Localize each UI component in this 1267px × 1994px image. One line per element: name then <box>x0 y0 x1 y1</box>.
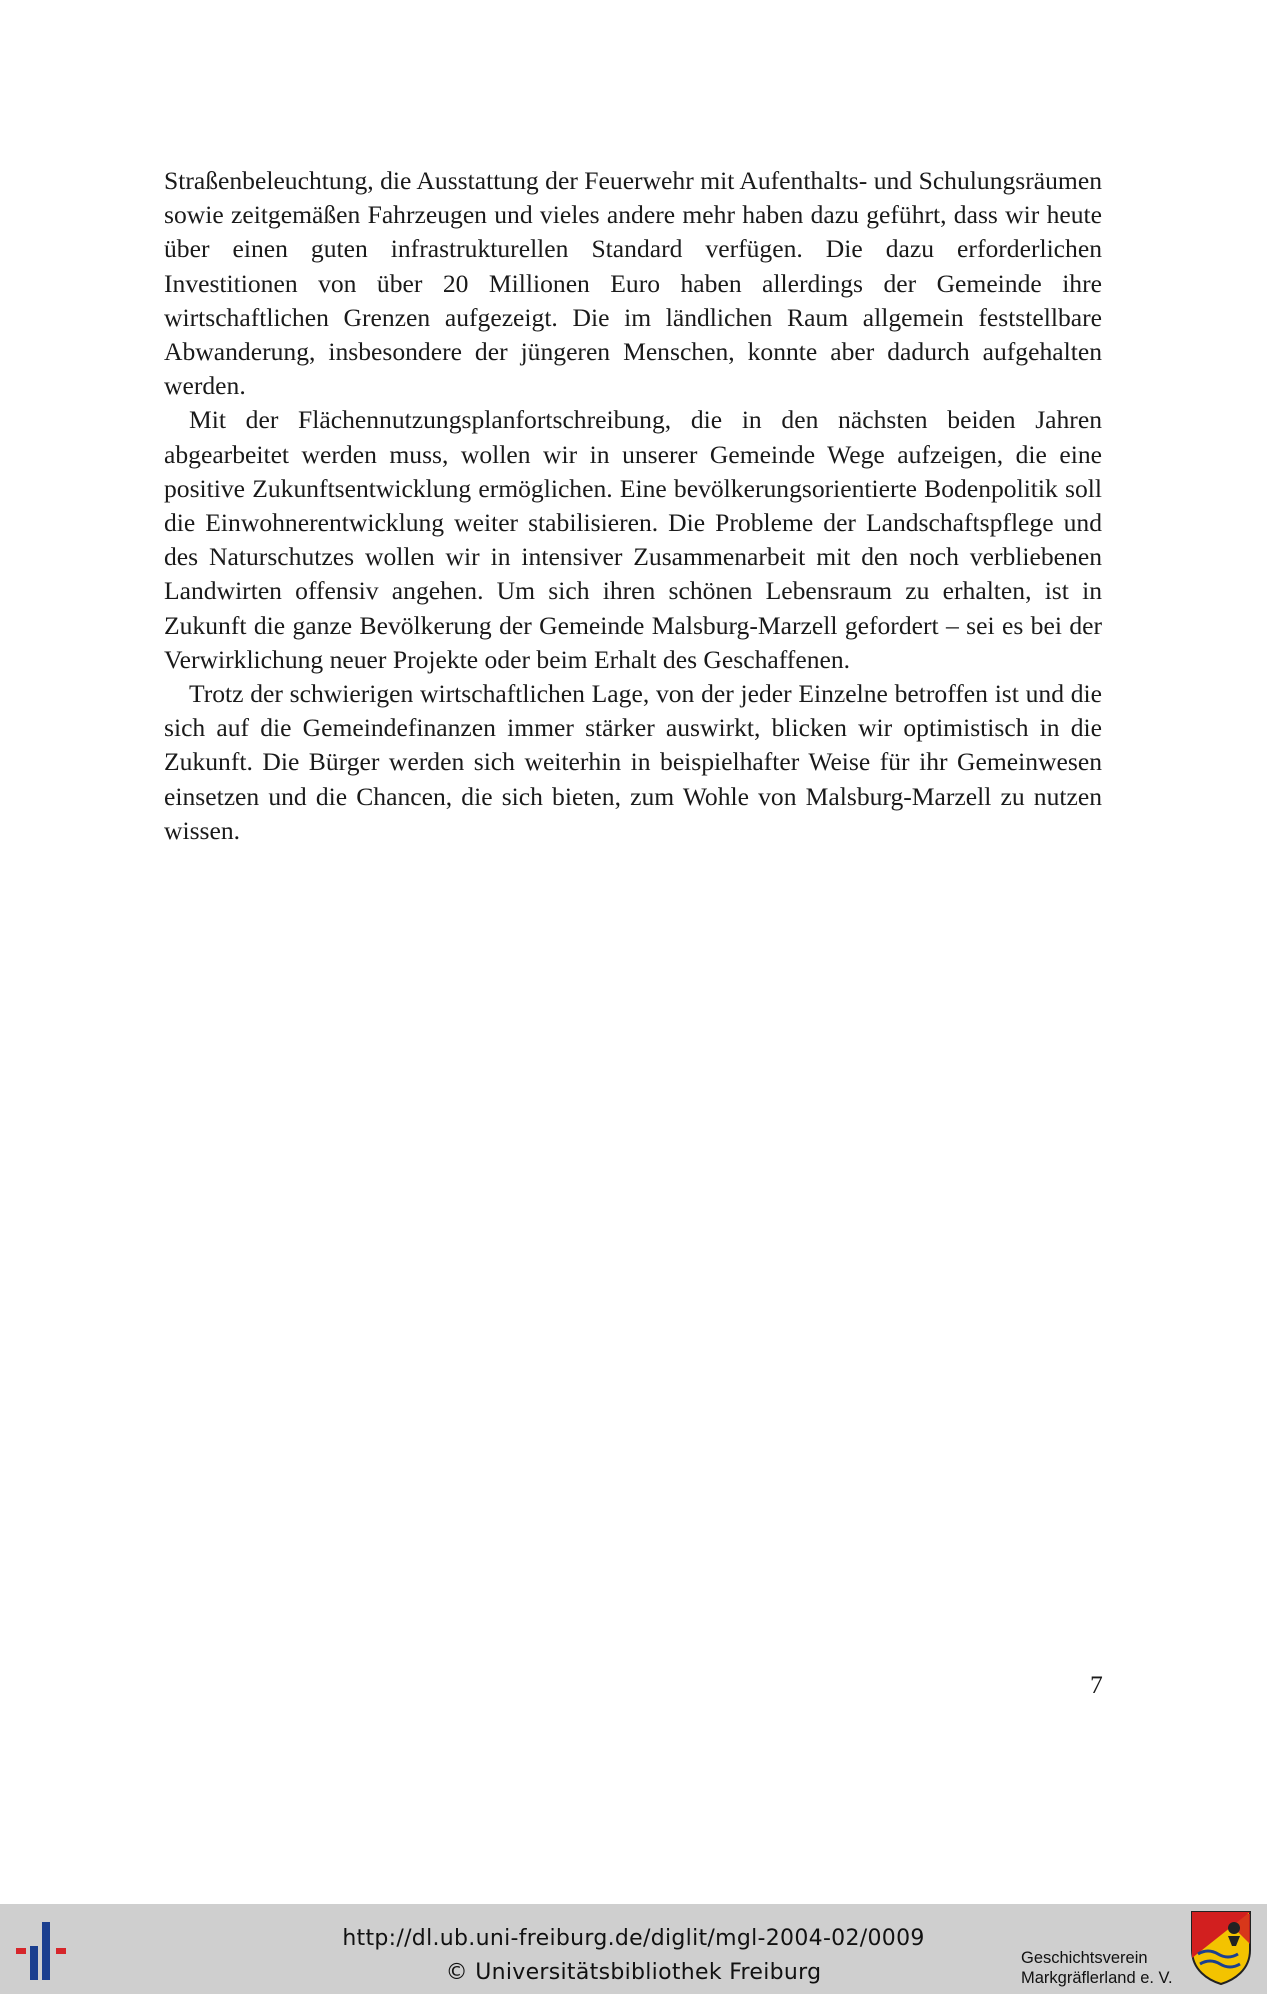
footer-copyright: © Universitätsbibliothek Freiburg <box>445 1960 822 1985</box>
footer-url-link[interactable]: http://dl.ub.uni-freiburg.de/diglit/mgl-2004-02/0009 <box>342 1926 925 1951</box>
paragraph-2: Mit der Flächennutzungsplanfortschreibung, die in den nächsten beiden Jahren abgearbeitet werden muss, wollen wir in unserer Gemeinde Wege aufzeigen, die eine positive Zukunftsentwicklung ermöglichen. Eine bevölkerungsorientierte Bodenpolitik soll die Einwohnerentwicklung weiter stabilisieren. Die Probleme der Landschaftspflege und des Naturschutzes wollen wir in intensiver Zusammenarbeit mit den noch verbliebenen Landwirten offensiv angehen. Um sich ihren schönen Lebensraum zu erhalten, ist in Zukunft die ganze Bevölkerung der Gemeinde Malsburg-Marzell gefordert – sei es bei der Verwirklichung neuer Projekte oder beim Erhalt des Geschaffenen. <box>164 405 1102 674</box>
paragraph-3: Trotz der schwierigen wirtschaftlichen Lage, von der jeder Einzelne betroffen ist und die sich auf die Gemeindefinanzen immer stärker auswirkt, blicken wir optimistisch in die Zukunft. Die Bürger werden sich weiterhin in beispielhafter Weise für ihr Gemeinwesen einsetzen und die Chancen, die sich bieten, zum Wohle von Malsburg-Marzell zu nutzen wissen. <box>164 679 1102 845</box>
footer-bar <box>0 1904 1267 1994</box>
paragraph-1: Straßenbeleuchtung, die Ausstattung der Feuerwehr mit Aufenthalts- und Schulungsräumen sowie zeitgemäßen Fahrzeugen und vieles andere mehr haben dazu geführt, dass wir heute über einen guten infrastrukturellen Standard verfügen. Die dazu erforderlichen Investitionen von über 20 Millionen Euro haben allerdings der Gemeinde ihre wirtschaftlichen Grenzen aufgezeigt. Die im ländlichen Raum allgemein feststellbare Abwanderung, insbesondere der jüngeren Menschen, konnte aber dadurch aufgehalten werden. <box>164 166 1102 401</box>
page-body <box>164 164 1102 848</box>
society-name <box>1021 1948 1173 1988</box>
page-number: 7 <box>1090 1670 1103 1699</box>
society-name-line1: Geschichtsverein <box>1021 1949 1148 1967</box>
society-name-line2: Markgräflerland e. V. <box>1021 1969 1173 1987</box>
coat-of-arms-icon <box>1190 1910 1252 1986</box>
